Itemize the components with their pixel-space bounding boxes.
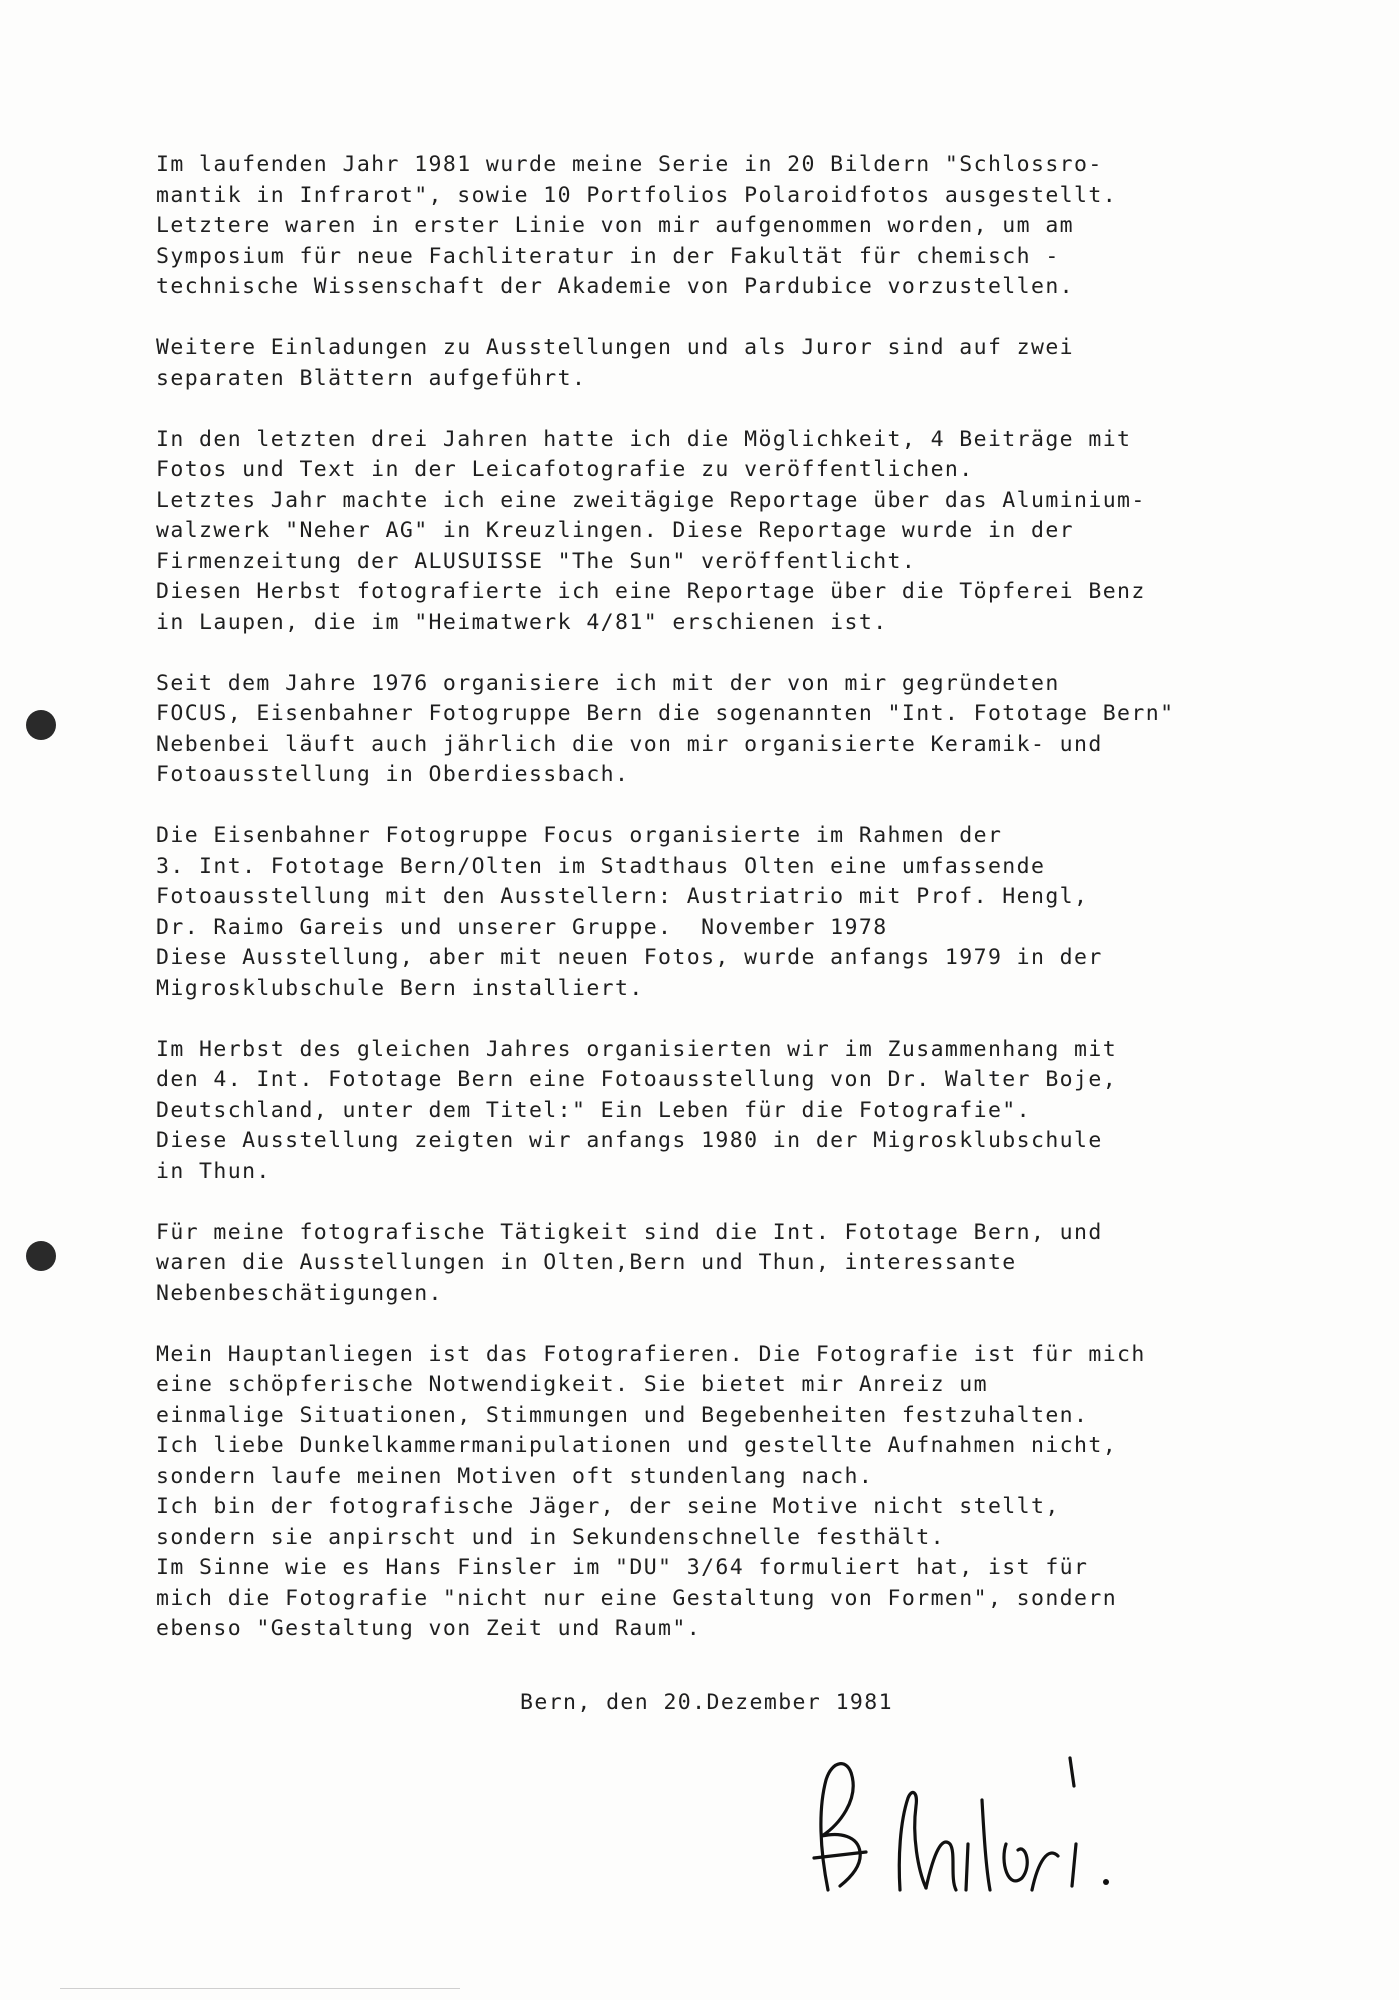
text-line: Die Eisenbahner Fotogruppe Focus organisierte im Rahmen der [156, 823, 1003, 848]
text-line: Seit dem Jahre 1976 organisiere ich mit der von mir gegründeten [156, 670, 1060, 696]
text-line: Weitere Einladungen zu Ausstellungen und als Juror sind auf zwei [156, 335, 1075, 360]
text-line: Symposium für neue Fachliteratur in der Fakultät für chemisch - [156, 243, 1060, 269]
text-line: separaten Blättern aufgeführt. [156, 365, 587, 391]
punch-hole [26, 710, 56, 740]
text-line: Mein Hauptanliegen ist das Fotografieren. Die Fotografie ist für mich [156, 1341, 1146, 1367]
text-line: Im laufenden Jahr 1981 wurde meine Serie in 20 Bildern "Schlossro- [156, 152, 1103, 177]
text-line: in Thun. [156, 1158, 271, 1184]
text-line: Letztes Jahr machte ich eine zweitägige Reportage über das Aluminium- [156, 487, 1146, 513]
text-line: einmalige Situationen, Stimmungen und Begebenheiten festzuhalten. [156, 1402, 1089, 1428]
text-line: In den letzten drei Jahren hatte ich die Möglichkeit, 4 Beiträge mit [156, 426, 1132, 452]
text-line: Fotoausstellung mit den Ausstellern: Austriatrio mit Prof. Hengl, [156, 884, 1089, 909]
text-line: Nebenbeschätigungen. [156, 1280, 443, 1306]
text-line: technische Wissenschaft der Akademie von Pardubice vorzustellen. [156, 274, 1075, 299]
text-line: mich die Fotografie "nicht nur eine Gestaltung von Formen", sondern [156, 1585, 1118, 1611]
text-line: sondern laufe meinen Motiven oft stundenlang nach. [156, 1463, 874, 1489]
text-line: Diese Ausstellung, aber mit neuen Fotos, wurde anfangs 1979 in der [156, 945, 1103, 970]
text-line: FOCUS, Eisenbahner Fotogruppe Bern die sogenannten "Int. Fototage Bern" [156, 701, 1175, 726]
text-line: Nebenbei läuft auch jährlich die von mir organisierte Keramik- und [156, 731, 1103, 757]
text-line: waren die Ausstellungen in Olten,Bern und Thun, interessante [156, 1250, 1017, 1275]
text-line: ebenso "Gestaltung von Zeit und Raum". [156, 1616, 702, 1641]
paragraph [156, 821, 1346, 1004]
text-line: eine schöpferische Notwendigkeit. Sie bietet mir Anreiz um [156, 1372, 988, 1397]
text-line: mantik in Infrarot", sowie 10 Portfolios Polaroidfotos ausgestellt. [156, 182, 1118, 208]
paragraph [156, 1340, 1346, 1645]
text-line: Diesen Herbst fotografierte ich eine Reportage über die Töpferei Benz [156, 579, 1146, 604]
letter-body [156, 150, 1346, 1675]
paragraph [156, 669, 1346, 791]
text-line: Im Sinne wie es Hans Finsler im "DU" 3/64 formuliert hat, ist für [156, 1555, 1089, 1580]
text-line: Dr. Raimo Gareis und unserer Gruppe. November 1978 [156, 914, 888, 940]
text-line: Für meine fotografische Tätigkeit sind die Int. Fototage Bern, und [156, 1219, 1103, 1245]
handwritten-signature [800, 1740, 1160, 1910]
text-line: Letztere waren in erster Linie von mir aufgenommen worden, um am [156, 213, 1075, 238]
text-line: Migrosklubschule Bern installiert. [156, 975, 644, 1001]
paragraph [156, 1035, 1346, 1188]
text-line: sondern sie anpirscht und in Sekundenschnelle festhält. [156, 1524, 945, 1550]
text-line: walzwerk "Neher AG" in Kreuzlingen. Diese Reportage wurde in der [156, 518, 1075, 543]
text-line: Fotoausstellung in Oberdiessbach. [156, 762, 630, 787]
text-line: den 4. Int. Fototage Bern eine Fotoausstellung von Dr. Walter Boje, [156, 1067, 1118, 1092]
paragraph [156, 425, 1346, 639]
text-line: Deutschland, unter dem Titel:" Ein Leben für die Fotografie". [156, 1097, 1031, 1123]
text-line: 3. Int. Fototage Bern/Olten im Stadthaus Olten eine umfassende [156, 853, 1046, 879]
paragraph [156, 150, 1346, 303]
punch-hole [26, 1241, 56, 1271]
text-line: Ich bin der fotografische Jäger, der seine Motive nicht stellt, [156, 1494, 1060, 1519]
text-line: Im Herbst des gleichen Jahres organisierten wir im Zusammenhang mit [156, 1036, 1118, 1062]
text-line: Firmenzeitung der ALUSUISSE "The Sun" veröffentlicht. [156, 548, 917, 574]
text-line: Ich liebe Dunkelkammermanipulationen und gestellte Aufnahmen nicht, [156, 1433, 1118, 1458]
page-edge-line [60, 1988, 460, 1989]
text-line: Fotos und Text in der Leicafotografie zu veröffentlichen. [156, 457, 974, 482]
paragraph [156, 1218, 1346, 1310]
place-date-line: Bern, den 20.Dezember 1981 [520, 1690, 893, 1715]
paragraph [156, 333, 1346, 394]
text-line: in Laupen, die im "Heimatwerk 4/81" erschienen ist. [156, 609, 888, 635]
text-line: Diese Ausstellung zeigten wir anfangs 1980 in der Migrosklubschule [156, 1128, 1103, 1153]
